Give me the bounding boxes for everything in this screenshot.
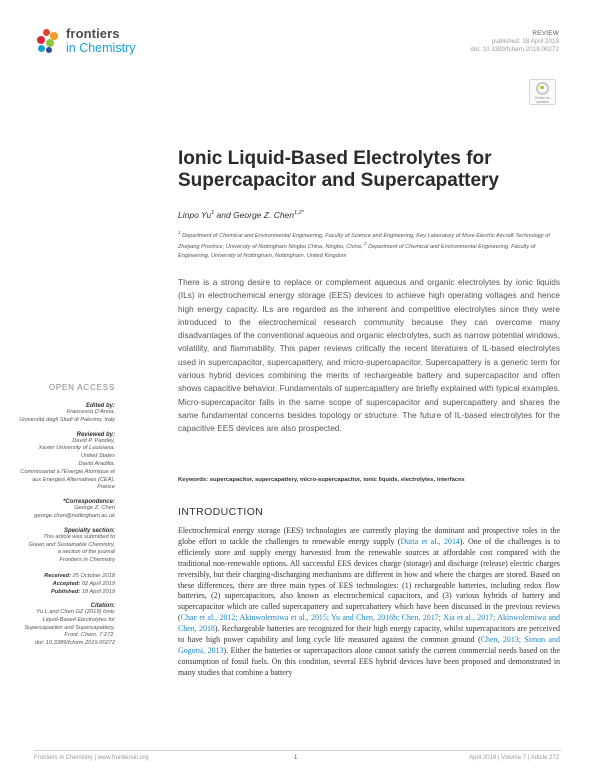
info-line: David P. Pandey, xyxy=(72,437,115,444)
badge-line2: updates xyxy=(536,100,549,105)
info-line: doi: 10.3389/fchem.2019.00272 xyxy=(34,640,115,647)
edited-by-label: Edited by: xyxy=(85,403,115,409)
info-line: Francesco D'Anna, xyxy=(66,409,115,415)
citation-link[interactable]: Dutta et al., 2014 xyxy=(400,536,460,546)
title-line2: Supercapacitor and Supercapattery xyxy=(178,170,499,191)
info-line: a section of the journal xyxy=(57,549,115,556)
article-title xyxy=(178,148,558,192)
specialty-section-label: Specialty section: xyxy=(63,527,115,534)
received-value: 25 October 2018 xyxy=(71,572,115,579)
info-line: Green and Sustainable Chemistry, xyxy=(28,541,115,548)
info-line: Università degli Studi di Palermo, Italy xyxy=(19,416,115,423)
check-for-updates-badge[interactable] xyxy=(529,79,556,105)
info-line: George Z. Chen xyxy=(74,505,115,512)
info-line: george.chen@nottingham.ac.uk xyxy=(34,512,115,519)
citation-info xyxy=(0,609,115,648)
abstract: There is a strong desire to replace or complement aqueous and organic electrolytes by ionic liquids (ILs) in electrochemical energy storage (EES) devices to achieve high operating voltages and hence high energy capacity. ILs are regarded as the inherent and competitive electrolytes since they were introduced to the electrochemical research community because they can overcome many disadvantages of the conventional aqueous and organic electrolytes, such as narrow potential windows, volatility, and flammability. This paper reviews critically the recent literatures of IL-based electrolytes used in supercapacitor, supercapattery, and micro-supercapacitor. Supercapattery is a generic term for various hybrid devices combining the merits of rechargeable battery and supercapacitor and often shows capacitive behavior. Fundamentals of supercapattery are briefly explained with typical examples. Micro-supercapacitor falls in the same scope of supercapacitor and supercapattery and shares the same fundamental concerns besides topology or structure. The future of IL-based electrolytes for the capacitive EES devices are also prospected. xyxy=(178,277,560,434)
section-heading-introduction: INTRODUCTION xyxy=(178,506,264,518)
published-label: Published: xyxy=(51,588,81,595)
citation-label: Citation: xyxy=(90,602,115,609)
affil-text: Department of Chemical and Environmental Engineering, Faculty of Science and Engineering, Key Laboratory of More Electric Aircraft Technology of Zhejiang Province, University of Nottingham Ningbo China, Ningbo, China, xyxy=(178,232,550,251)
article-info-sidebar xyxy=(0,383,115,648)
correspondence-info[interactable] xyxy=(0,505,115,521)
published-value: 18 April 2019 xyxy=(80,588,115,595)
info-line: Commissariat à l'Energie Atomique et xyxy=(20,468,115,475)
accepted-label: Accepted: xyxy=(52,580,81,587)
body-text-run: ). Either the batteries or supercapacitors alone cannot satisfy the current commercial needs based on the consumption of fossil fuels. On this condition, several EES hybrid devices have been proposed and demonstrated in many studies that combine a battery xyxy=(178,645,560,677)
author-and: and xyxy=(214,210,234,220)
crossmark-icon xyxy=(536,82,549,95)
info-line: This article was submitted to xyxy=(43,533,115,540)
body-text-run: Electrochemical energy storage (EES) technologies are currently playing the dominant and prospective roles in the globe effort to tackle the challenges to renewable energy supply ( xyxy=(178,526,560,546)
received-label: Received: xyxy=(44,572,72,579)
accepted-value: 02 April 2019 xyxy=(80,580,115,587)
article-meta xyxy=(470,30,559,55)
article-type: REVIEW xyxy=(532,30,559,37)
author-name[interactable]: Linpo Yu xyxy=(178,210,212,220)
body-text-run: ). Rechargeable batteries are recognized for their high energy capacity, whilst supercapacitors are perceived to have high power capability and long cycle life measured against the common ground ( xyxy=(178,624,560,645)
correspondence-label: *Correspondence: xyxy=(62,499,115,506)
footer-issue-info: April 2019 | Volume 7 | Article 272 xyxy=(469,755,559,761)
specialty-section-info xyxy=(0,534,115,565)
info-line: Supercapacitor and Supercapattery. xyxy=(24,624,115,631)
page-number: 1 xyxy=(294,755,298,761)
footer-journal-link[interactable]: Frontiers in Chemistry | www.frontiersin.org xyxy=(34,755,149,761)
author-affil-sup: 1 xyxy=(211,210,215,217)
logo-journal-name: in Chemistry xyxy=(66,41,136,55)
reviewer-info xyxy=(0,438,115,493)
info-line: France xyxy=(97,484,115,491)
info-line: Xavier University of Louisiana, xyxy=(38,445,115,452)
citation-link[interactable]: Chae et al., 2012; Akinwolemiwa et al., 2015; Yu and Chen, 2016b; Chen, 2017; Xia et al., 2017; Akinwolemiwa and Chen, 2018 xyxy=(178,613,560,634)
affil-sup: 2 xyxy=(363,241,367,247)
logo-wordmark: frontiers xyxy=(66,26,120,41)
published-date: published: 18 April 2019 xyxy=(491,38,559,46)
accepted-date xyxy=(0,580,115,588)
affiliations xyxy=(178,229,560,260)
affil-text: Department of Chemical and Environmental Engineering, Faculty of Engineering, University of Nottingham, Nottingham, United Kingdom xyxy=(178,244,536,259)
affil-sup: 1 xyxy=(178,230,181,235)
reviewed-by-label: Reviewed by: xyxy=(76,431,115,438)
info-line: Liquid-Based Electrolytes for xyxy=(42,616,115,623)
author-name[interactable]: George Z. Chen xyxy=(233,210,295,220)
received-date xyxy=(0,572,115,580)
info-line: United States xyxy=(80,453,115,460)
published-date-sidebar xyxy=(0,588,115,596)
citation-link[interactable]: Chen, 2013; Simon and Gogotsi, 2013 xyxy=(178,635,560,655)
info-line: aux Energies Alternatives (CEA), xyxy=(32,476,115,483)
editor-info xyxy=(0,409,115,425)
keywords-list: supercapacitor, supercapattery, micro-supercapacitor, ionic liquids, electrolytes, interfaces xyxy=(208,477,465,483)
footer-divider xyxy=(34,750,561,751)
info-line: Front. Chem. 7:272. xyxy=(64,632,115,639)
title-line1: Ionic Liquid-Based Electrolytes for xyxy=(178,148,492,169)
open-access-label: OPEN ACCESS xyxy=(48,383,115,392)
info-line: Frontiers in Chemistry xyxy=(59,557,115,564)
doi-link[interactable]: doi: 10.3389/fchem.2019.00272 xyxy=(470,46,559,54)
frontiers-logo-icon xyxy=(34,27,62,55)
info-line: Yu L and Chen GZ (2019) Ionic xyxy=(36,608,115,615)
info-line: David Aradilla, xyxy=(78,460,115,467)
body-text-run: ). One of the challenges is to efficiently store and supply energy harvested from the renewable sources at affordable cost compared with the traditional non-renewable options. All successful EES devices charge (storage) and discharge (release) electric charges reversibly, but their charging-discharging mechanisms are different in how and where the charges are stored. Based on these differences, there are three main types of EES technologies: (1) rechargeable batteries, including redox flow batteries, (2) supercapacitors, also known as electrochemical capacitors, and (3) various hybrids of battery and supercapacitor which are called supercapattery and supercabattery which have been discussed in the previous reviews ( xyxy=(178,536,560,623)
author-list xyxy=(178,210,304,220)
author-affil-sup: 1,2* xyxy=(294,210,304,217)
keywords-label: Keywords: xyxy=(178,477,209,483)
journal-logo xyxy=(34,27,135,55)
keywords xyxy=(178,477,560,483)
introduction-body xyxy=(178,526,560,679)
badge-line1: Check for xyxy=(534,96,551,100)
